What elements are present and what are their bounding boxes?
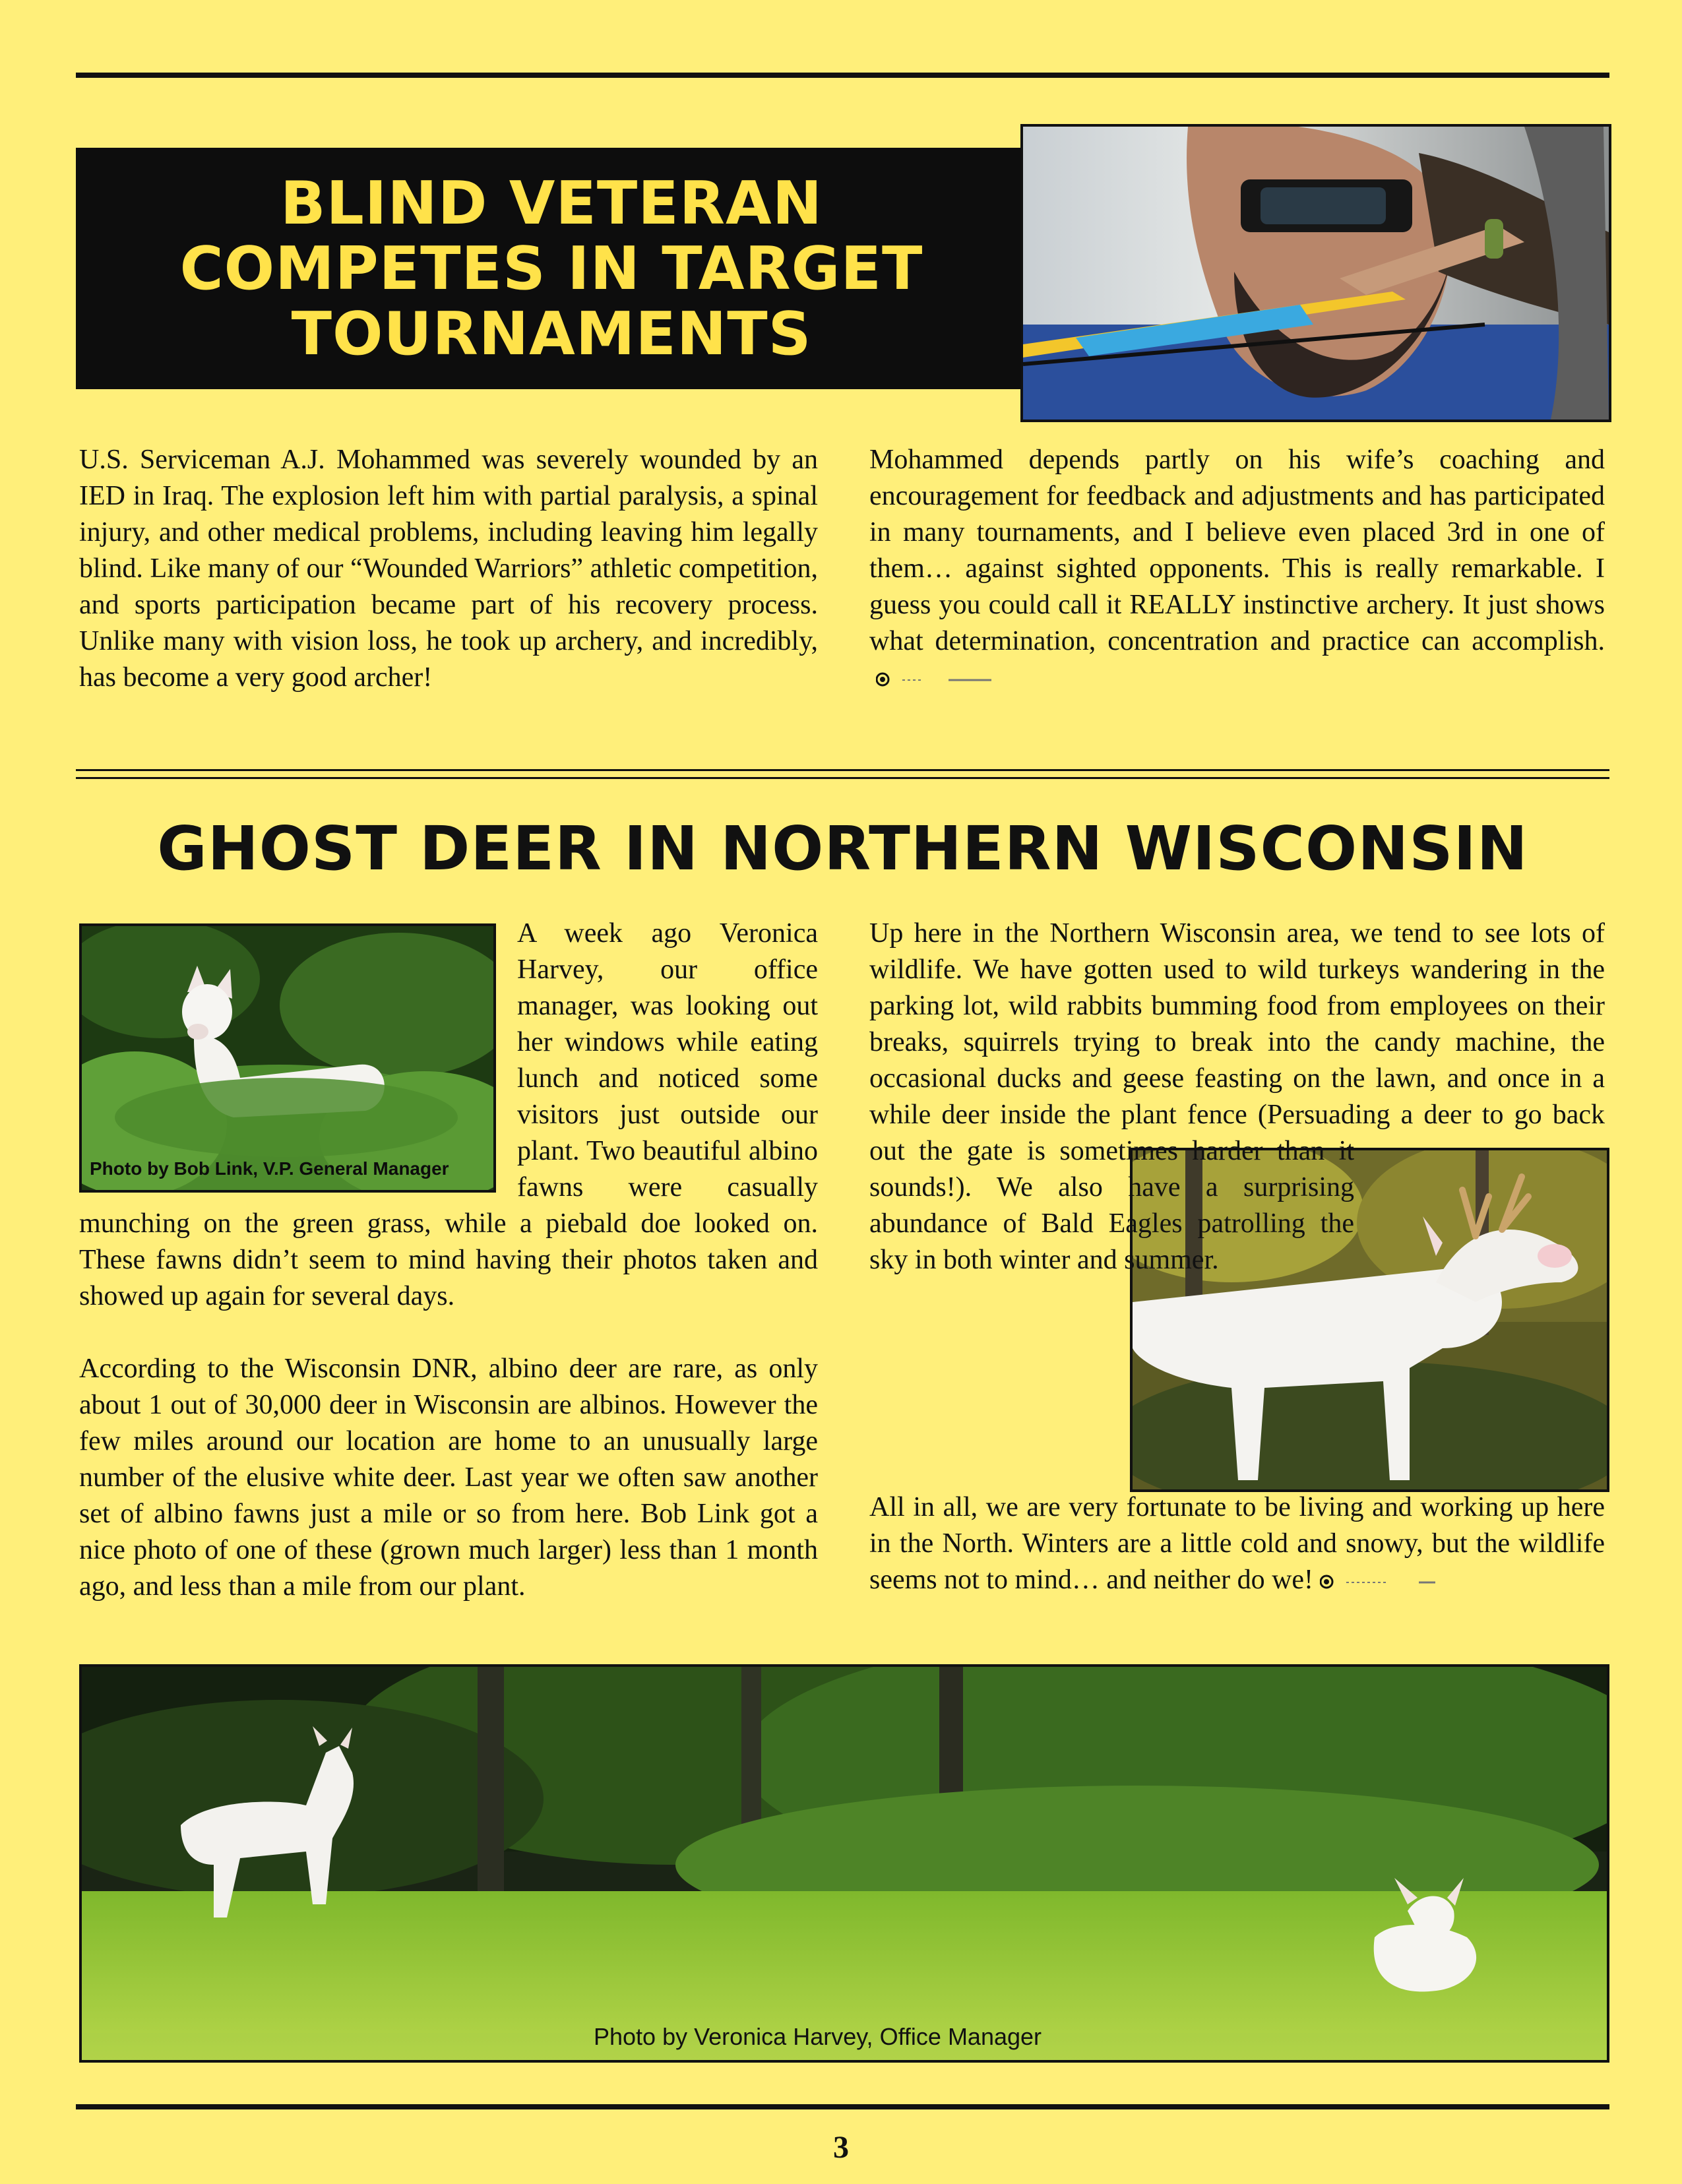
end-of-story-icon-2: [1320, 1572, 1439, 1592]
top-rule: [76, 73, 1609, 78]
end-of-story-icon: [876, 670, 995, 689]
archery-paragraph-1: U.S. Serviceman A.J. Mohammed was severely wounded by an IED in Iraq. The explosion left him with partial paralysis, a spinal injury, and other medical problems, including leaving him legally blind. Like many of our “Wounded Warriors” athletic competition, and sports participation became part of his recovery process. Unlike many with vision loss, he took up archery, and incredibly, has become a very good archer!: [79, 445, 818, 693]
deer-column-1: [79, 916, 818, 1605]
photo-credit-bob-link: Photo by Bob Link, V.P. General Manager: [90, 1158, 449, 1179]
archery-headline: [76, 148, 1027, 389]
archer-photo: [1020, 124, 1611, 422]
deer-paragraph-3: Up here in the Northern Wisconsin area, we tend to see lots of wildlife. We have gotten used to wild turkeys wandering in the parking lot, wild rabbits bumming food from employees on their breaks, squirrels trying to break into the candy machine, the occasional ducks and geese feasting on the lawn, and once in a while deer inside the plant fence (Persuading a deer to go back out the gate is sometimes harder than it sounds!). We also have a surprising abundance of Bald Eagles patrolling the sky in both winter and summer.: [869, 916, 1605, 1278]
archer-aiming-bow-photo: [1023, 127, 1609, 420]
buck-photo-spacer: [1354, 1133, 1607, 1489]
photo-credit-veronica-harvey: Photo by Veronica Harvey, Office Manager: [594, 2023, 1042, 2050]
photo-wrap-spacer: [79, 916, 517, 1206]
deer-paragraph-4: All in all, we are very fortunate to be living and working up here in the North. Winters are a little cold and snowy, but the wildlife seems not to mind… and neither do we!: [869, 1492, 1605, 1595]
section-divider-bottom: [76, 777, 1609, 779]
albino-fawns-on-lawn-photo: [82, 1667, 1607, 2060]
archery-headline-text: BLIND VETERAN COMPETES IN TARGET TOURNAMENTS: [179, 168, 923, 369]
archery-column-2: [869, 442, 1605, 696]
deer-paragraph-2: According to the Wisconsin DNR, albino deer are rare, as only about 1 out of 30,000 deer in Wisconsin are albinos. However the few miles around our location are home to an unusually large number of the elusive white deer. Last year we often saw another set of albino fawns just a mile or so from here. Bob Link got a nice photo of one of these (grown much larger) less than 1 month ago, and less than a mile from our plant.: [79, 1354, 818, 1602]
bottom-rule: [76, 2104, 1609, 2109]
albino-fawns-photo: [79, 1664, 1609, 2063]
deer-column-2: [869, 916, 1605, 1598]
archery-column-1: [79, 442, 818, 696]
page-number: 3: [833, 2130, 849, 2165]
section-divider-top: [76, 769, 1609, 771]
archery-paragraph-2: Mohammed depends partly on his wife’s coaching and encouragement for feedback and adjustments and has participated in many tournaments, and I believe even placed 3rd in one of them… against sighted opponents. This is really remarkable. I guess you could call it REALLY instinctive archery. It just shows what determination, concentration and practice can accomplish.: [869, 442, 1605, 696]
ghost-deer-headline: GHOST DEER IN NORTHERN WISCONSIN: [157, 813, 1528, 884]
deer-paragraph-1-flow: A week ago Veronica Harvey, our office manager, was looking out her windows while eating lunch and noticed some visitors just outside our plant. Two beautiful albino fawns were casually munching on the green grass, while a piebald doe looked on. These fawns didn’t seem to mind having their photos taken and showed up again for several days.: [79, 916, 818, 1315]
